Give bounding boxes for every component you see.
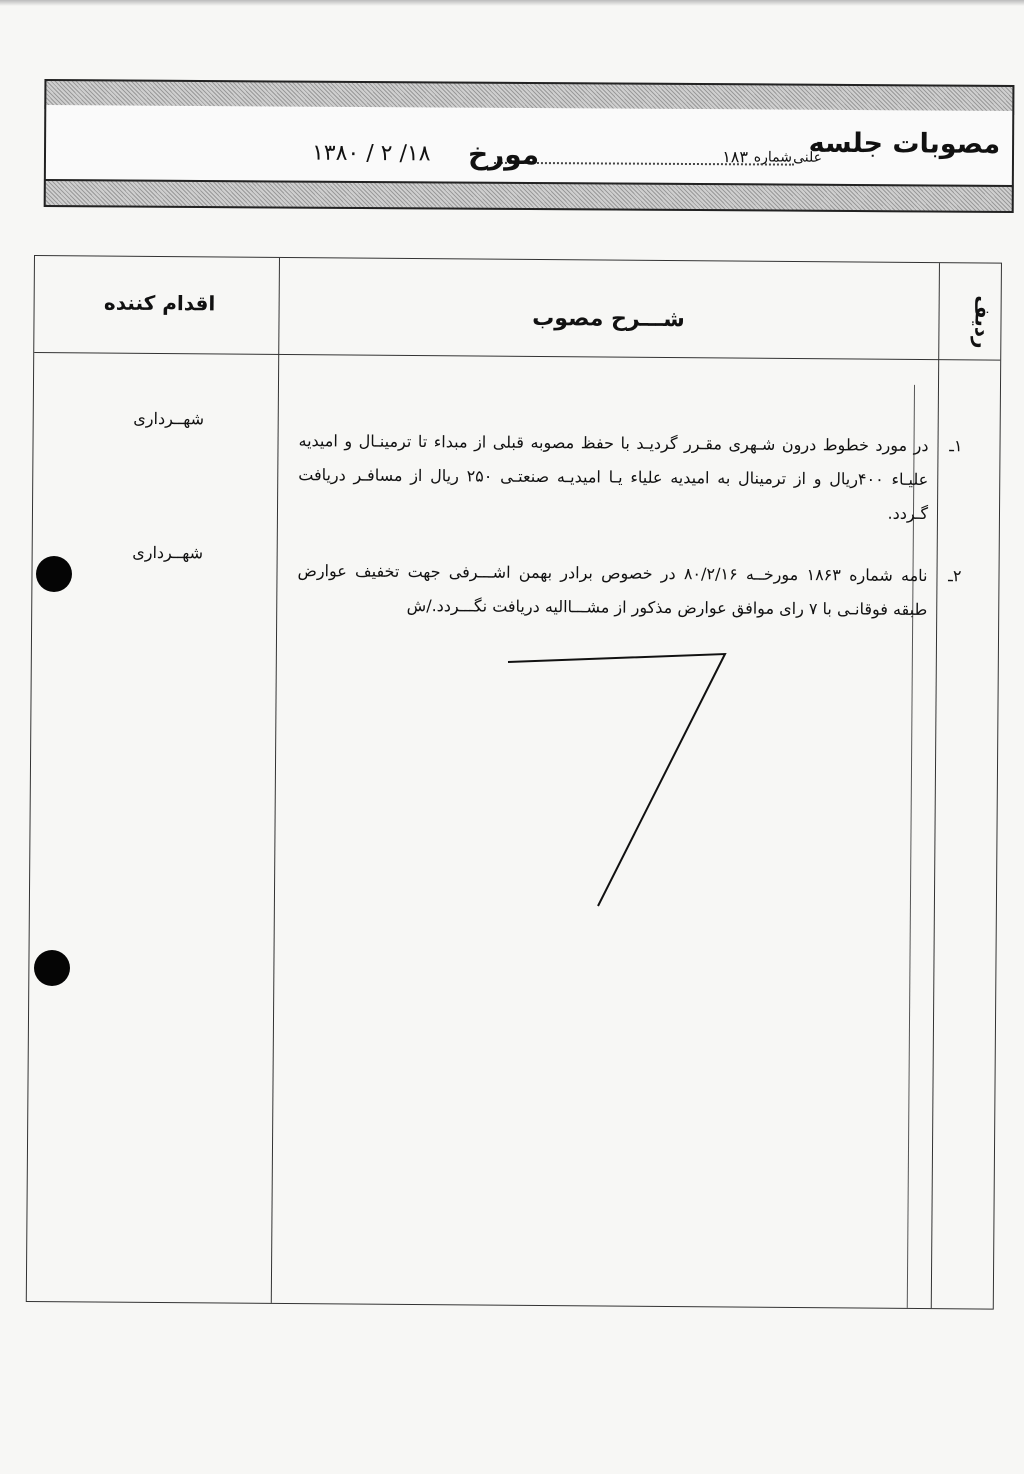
session-number-label: شماره (753, 149, 793, 166)
punch-hole (34, 950, 70, 986)
header-banner (44, 79, 1015, 235)
resolution-item (298, 424, 963, 531)
session-type: علنی (793, 149, 823, 166)
banner-bottom-stripe (44, 179, 1014, 213)
date-label: مورخ (467, 137, 540, 172)
punch-hole (36, 556, 72, 592)
column-header-description: شـــرح مصوب (532, 305, 685, 333)
closing-stroke (500, 650, 740, 920)
scan-edge (0, 0, 1024, 6)
session-number: ۱۸۳ (722, 147, 749, 167)
page-title: مصوبات جلسه (808, 127, 1001, 160)
column-header-row: ردیف (970, 295, 995, 349)
session-date: ۱۳۸۰ / ۲ /۱۸ (311, 140, 431, 167)
column-divider (931, 263, 940, 1308)
row-number: ۲ـ (948, 566, 962, 586)
column-divider (271, 258, 280, 1303)
resolution-item (297, 554, 962, 627)
column-header-action: اقدام کننده (103, 290, 216, 316)
resolution-text: در مورد خطوط درون شـهری مقـرر گردیـد با حفظ مصوبه قبلی از مبداء تا ترمینـال و امیدیه علیـاء ۴۰۰ریال و از ترمینال به امیدیه علیاء یـا امیدیـه صنعتـی ۲۵۰ ریال از مسافـر دریافت گـردد. (298, 431, 929, 524)
action-responsible: شهــرداری (133, 408, 205, 429)
resolution-text: نامه شماره ۱۸۶۳ مورخــه ۸۰/۲/۱۶ در خصوص برادر بهمن اشـــرفی جهت تخفیف عوارض طبقه فوقانـی با ۷ رای موافق عوارض مذکور از مشـــاالیه دریافت نگـــردد./ش (297, 561, 928, 620)
action-responsible: شهــرداری (132, 542, 204, 563)
row-number: ۱ـ (949, 436, 963, 456)
header-divider (34, 352, 1000, 361)
